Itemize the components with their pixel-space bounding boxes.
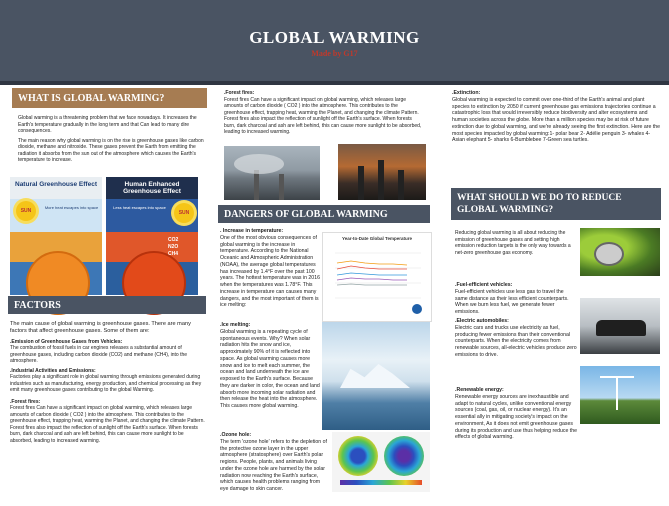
ice-text: Global warming is a repeating cycle of spontaneous events. Why? When solar radiation hits the snow and ice, approximately 90% of it is reflected into space. As global warming causes more snow and ice to melt each summer, the ocean and land underneath the ice are exposed to the Earth's surface. Because they are darker in color, the ocean and land absorb more incoming solar radiation and then release the heat into the atmosphere. This causes more global warming. bbox=[220, 328, 320, 409]
reduce-heading: WHAT SHOULD WE DO TO REDUCE GLOBAL WARMING? bbox=[451, 188, 661, 220]
electric-title: .Electric automobiles: bbox=[455, 318, 509, 324]
factor-title: .Industrial Activities and Emissions: bbox=[10, 367, 96, 374]
human-greenhouse-panel bbox=[106, 177, 198, 295]
forest-fires-text: Forest fires Can have a significant impact on global warming, which releases large amounts of carbon dioxide ( CO2 ) into the atmosphere. This contributes to the greenhouse effect, trapping heat, warming the Planet, and changing the climate Pattern. Forest fires also impact the reflection of sunlight off the Earth's surface. When forests burn, dark charcoal and ash are left behind, this can cause more sunlight to be absorbed, leading to increased warming. bbox=[224, 96, 422, 135]
page-subtitle: Made by G17 bbox=[311, 49, 358, 58]
renewable-title: .Renewable energy: bbox=[455, 387, 504, 393]
melting-ice-photo bbox=[322, 322, 430, 430]
factory-smoke-photo bbox=[224, 146, 320, 200]
temp-title: . Increase in temperature: bbox=[220, 228, 284, 234]
extinction-text: Global warming is expected to commit over one-third of the Earth's animal and plant species to extinction by 2050 if current greenhouse gas emissions trajectories continue a catastrophic loss that would irreversibly reduce biodiversity and alter ecosystems and human societies across the globe. More than a million species may be at risk of future extinction due to global warming, and we're already seeing the first extinction. Here are the most species impacted by global warming:1- polar bear 2- Adélie penguin 3- whales 4- Asian elephant 5- sharks 6-Bumblebee 7-Green sea turtles. bbox=[452, 96, 661, 144]
electric-section bbox=[455, 318, 577, 359]
fuel-title: .Fuel-efficient vehicles: bbox=[455, 282, 513, 288]
gas-labels bbox=[168, 237, 178, 258]
extinction-title: .Extinction: bbox=[452, 90, 481, 96]
what-is-text bbox=[18, 115, 208, 167]
dangers-heading: DANGERS OF GLOBAL WARMING bbox=[218, 205, 430, 223]
what-is-p1: Global warming is a threatening problem that we face nowadays. It increases the Earth's temperature gradually in the long term and that Can lead to many dire consequences. bbox=[18, 115, 197, 134]
natural-note: More heat escapes into space bbox=[44, 205, 99, 210]
fuel-text: Fuel-efficient vehicles use less gas to travel the same distance as their less efficient counterparts. When we burn less fuel, we generate fewer emissions. bbox=[455, 288, 569, 315]
human-note: Less heat escapes into space bbox=[113, 205, 166, 210]
natural-greenhouse-panel bbox=[10, 177, 102, 295]
ozone-hole-map bbox=[332, 432, 430, 492]
what-is-heading: WHAT IS GLOBAL WARMING? bbox=[12, 88, 207, 108]
ozone-title: .Ozone hole: bbox=[220, 432, 252, 438]
renewable-section bbox=[455, 387, 577, 441]
sun-label: SUN bbox=[20, 208, 32, 214]
chart-title: Year-to-Date Global Temperature bbox=[342, 236, 412, 241]
extinction-section bbox=[452, 90, 662, 144]
page-title: GLOBAL WARMING bbox=[249, 28, 420, 47]
greenhouse-effect-figure bbox=[10, 177, 200, 295]
factor-title: .Emission of Greenhouse Gases from Vehicles: bbox=[10, 338, 123, 345]
factor-title: .Forest fires: bbox=[10, 398, 41, 405]
ozone-text: The term 'ozone hole' refers to the depletion of the protective ozone layer in the upper atmosphere (stratosphere) over Earth's polar regions. People, plants, and animals living under the ozone hole are harmed by the solar radiation now reaching the Earth's surface, which causes health problems ranging from eye damage to skin cancer. bbox=[220, 438, 327, 492]
forest-fires-title: .Forest fires: bbox=[224, 90, 255, 96]
fuel-section bbox=[455, 282, 577, 316]
factors-section bbox=[10, 321, 206, 447]
ozone-section bbox=[220, 432, 328, 493]
gas-label: CH4 bbox=[168, 251, 179, 257]
factor-text: The combustion of fossil fuels in car engines releases a substantial amount of greenhouse gases, including carbon dioxide (CO2) and methane (CH4), into the atmosphere. bbox=[10, 345, 188, 365]
factor-text: Factories play a significant role in global warming through emissions generated during industries such as manufacturing, energy production, and chemical processing as they emit many greenhouse gases contributing to the global Warming. bbox=[10, 374, 202, 394]
industrial-emissions-photo bbox=[338, 144, 426, 200]
human-greenhouse-title: Human Enhanced Greenhouse Effect bbox=[123, 181, 181, 196]
gas-label: CO2 bbox=[168, 237, 179, 243]
electric-text: Electric cars and trucks use electricity as fuel, producing fewer emissions than their conventional counterparts. When the electricity comes from renewable sources, all-electric vehicles produce zero emissions to drive. bbox=[455, 324, 577, 358]
chart-lines bbox=[323, 233, 431, 321]
temp-section bbox=[220, 228, 320, 309]
factor-item bbox=[10, 399, 206, 445]
ice-title: .Ice melting: bbox=[220, 322, 251, 328]
renewable-text: Renewable energy sources are inexhaustible and adapt to natural cycles, unlike conventional energy sources (coal, gas, oil, or nuclear energy). It's an essential ally in mitigating society's impact on the environment, As it does not emit greenhouse gases during its production and use thus helping reduce the effects of global warming. bbox=[455, 393, 577, 441]
gas-label: N2O bbox=[168, 244, 179, 250]
electric-car-photo bbox=[580, 298, 660, 354]
temp-text: One of the most obvious consequences of global warming is the increase in temperature. According to the National Oceanic and Atmospheric Administration (NOAA), the average global temperatures has increased by 1.4°F over the past 100 years. The hottest temperature was in 2016 when the temperatures was 1.78°F. This increase in temperature can causes many dangers, and the most important of them is ice melting: bbox=[220, 234, 320, 309]
factors-intro: The main cause of global warming is greenhouse gases. There are many factors that affect greenhouse gases. Some of them are: bbox=[10, 321, 191, 335]
factor-text: Forest fires Can have a significant impact on global warming, which releases large amounts of carbon dioxide ( CO2 ) into the atmosphere. This contributes to the greenhouse effect, trapping heat, warming the Planet, and changing the climate Pattern. Forest fires also impact the reflection of sunlight off the Earth's surface. When forests burn, dark charcoal and ash are left behind, this can cause more sunlight to be absorbed, leading to increased warming. bbox=[10, 405, 205, 444]
natural-greenhouse-title: Natural Greenhouse Effect bbox=[15, 181, 97, 188]
factor-item bbox=[10, 339, 206, 365]
temperature-chart bbox=[322, 232, 432, 322]
forest-fires-col2 bbox=[224, 90, 424, 136]
ice-section bbox=[220, 322, 320, 410]
renewable-energy-photo bbox=[580, 366, 660, 424]
factors-heading: FACTORS bbox=[8, 296, 206, 314]
reduce-intro: Reducing global warming is all about reducing the emission of greenhouse gases and setting high emission reduction targets is the only way towards a net-zero greenhouse gas economy. bbox=[455, 230, 571, 256]
what-is-p2: The main reason why global warming is on the rise is greenhouse gases like carbon dioxide, methane and nitroxide. These gases prevent the Earth from emitting the radiation it absorbs from the sun out of the atmosphere which causes the Earth's temperature to increase. bbox=[18, 137, 204, 163]
factor-item bbox=[10, 368, 206, 394]
green-car-photo bbox=[580, 228, 660, 276]
sun-label: SUN bbox=[178, 210, 190, 216]
